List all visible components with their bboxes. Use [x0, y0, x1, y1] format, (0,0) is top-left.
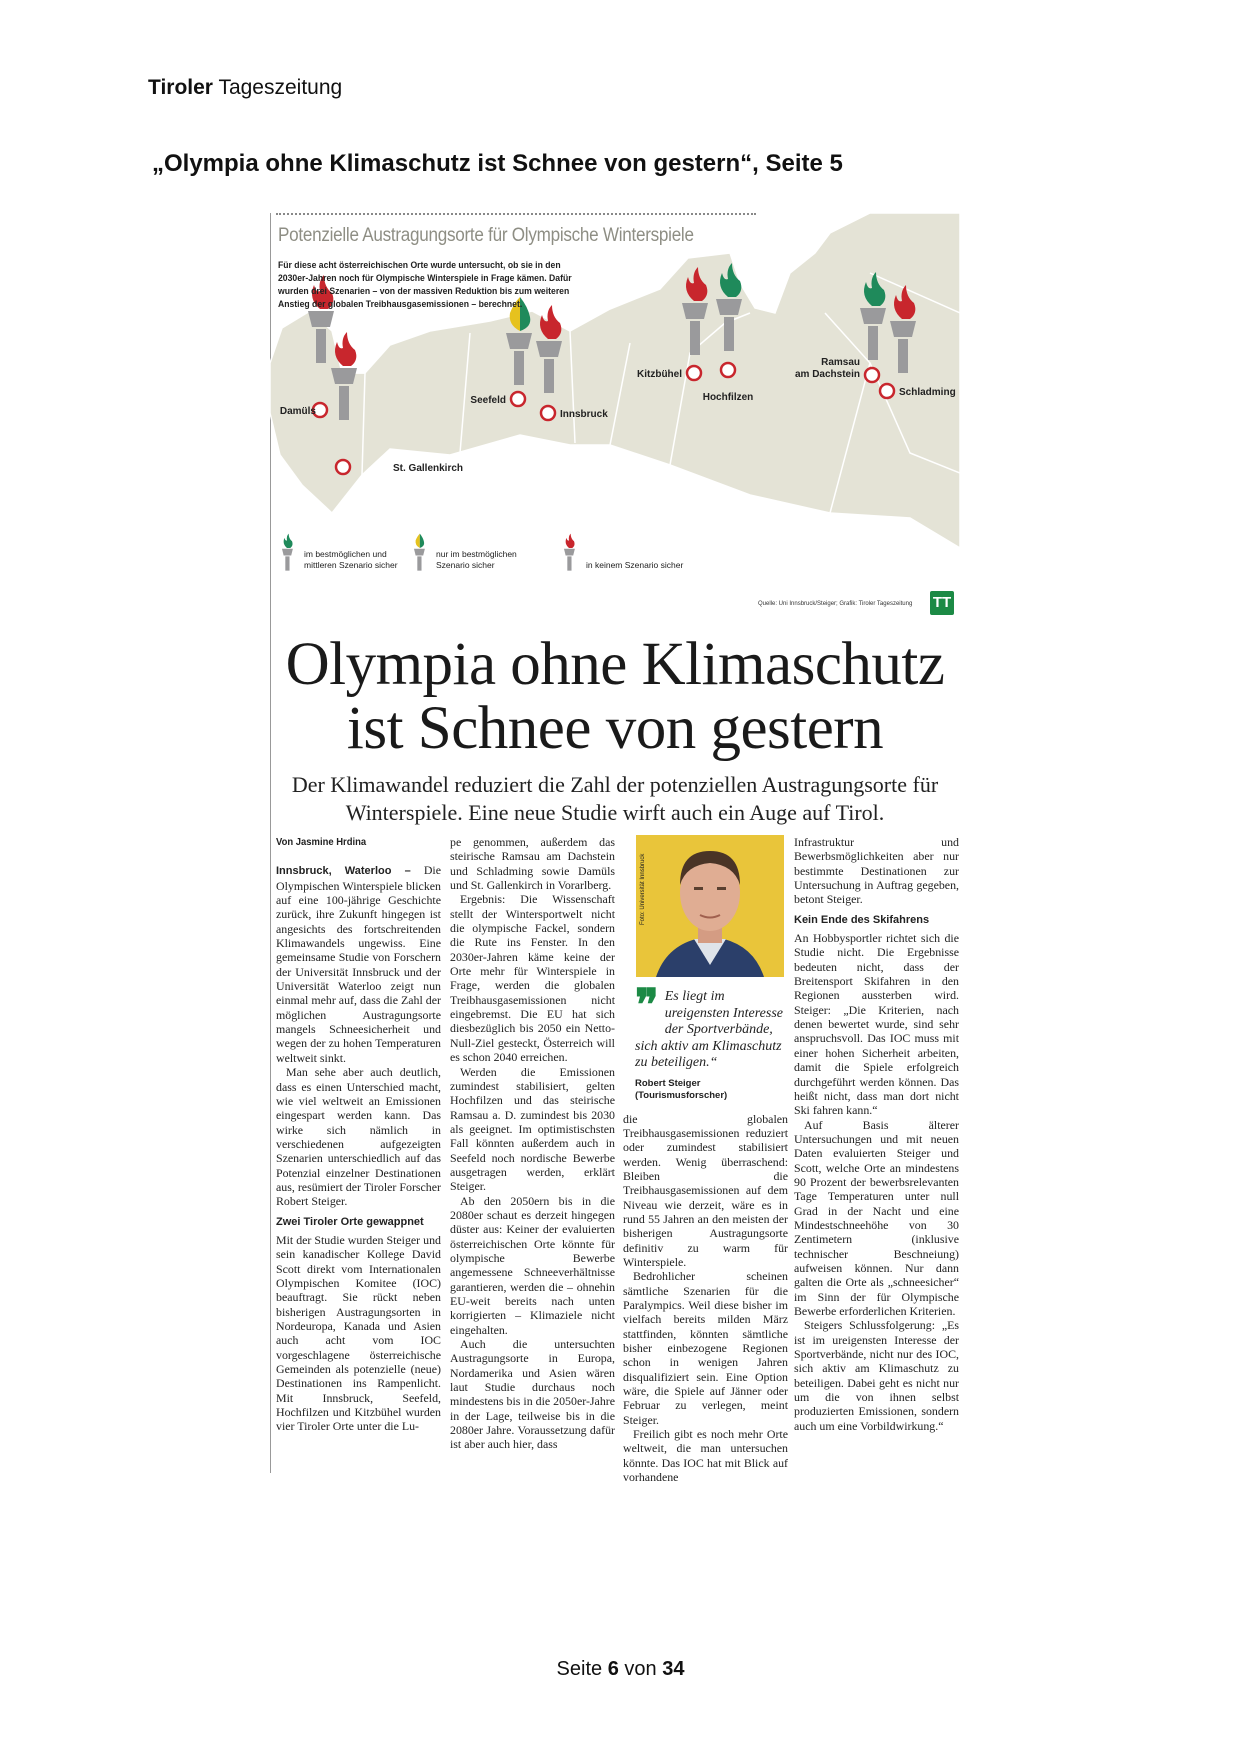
article-paragraph: pe genommen, außerdem das steirische Ramsau am Dachstein und Schladming sowie Damüls und St. Gallenkirch in Vorarlberg.: [450, 835, 615, 893]
location-label: Hochfilzen: [702, 392, 754, 403]
article-paragraph: Man sehe aber auch deutlich, dass es einen Unterschied macht, wie viel weltweit an Emissionen eingespart werden kann. Das wirke sich nämlich in verschiedenen aufgezeigten Szenarien unterschiedlich auf das Potenzial einzelner Destinationen aus, resümiert der Tiroler Forscher Robert Steiger.: [276, 1065, 441, 1209]
article-paragraph: die globalen Treibhausgasemissionen reduziert oder zumindest stabilisiert werden. Wenig überraschend: Bleiben die Treibhausgasemissionen auf dem Niveau wie derzeit, wäre es in rund 55 Jahren an den meisten der bisherigen Austragungsorte definitiv zu warm für Winterspiele.: [623, 1111, 788, 1269]
quote-text: Es liegt im ureigensten Interesse der Sportverbände, sich aktiv am Klimaschutz zu beteiligen.“: [635, 989, 784, 1070]
byline: Von Jasmine Hrdina: [276, 836, 367, 848]
location-marker: [687, 366, 701, 380]
headline: [270, 633, 960, 761]
publication-name-rest: Tageszeitung: [218, 76, 343, 99]
graphic-intro: Für diese acht österreichischen Orte wurde untersucht, ob sie in den 2030er-Jahren noch für Olympische Winterspiele in Frage kämen. Dafür wurden drei Szenarien – von der massiven Reduktion bis zum weiteren Anstieg der globalen Treibhausgasemissionen – berechnet.: [278, 260, 572, 310]
torch-icon: [278, 533, 298, 571]
location-label: Kitzbühel: [637, 369, 682, 380]
publication-name-bold: Tiroler: [148, 76, 213, 99]
legend-item: [410, 533, 536, 571]
footer-total-pages: 34: [662, 1658, 685, 1680]
legend-item: [278, 533, 404, 571]
location-label: Seefeld: [470, 395, 506, 406]
quote-name: Robert Steiger: [635, 1077, 701, 1089]
torch-icon: [564, 534, 575, 571]
article-paragraph: Bedrohlicher scheinen sämtliche Szenarien für die Paralympics. Weil diese bisher im vielfach bereits milden März stattfinden, könnten sämtliche bisher einbezogene Regionen schon in wenigen Jahren disqualifiziert sein. Eine Option wäre, die Spiele auf Jänner oder Februar zu verlegen, meint Steiger.: [623, 1269, 788, 1427]
location-marker: [541, 406, 555, 420]
page-footer: [0, 1658, 1241, 1681]
location-marker: [336, 460, 350, 474]
article-paragraph: Steigers Schlussfolgerung: „Es ist im ureigensten Interesse der Sportverbände, nicht nur des IOC, sich aktiv am Klimaschutz zu beteiligen. Dabei geht es nicht nur um die von ihnen selbst produzierten Emissionen, sondern auch um eine Vorbildwirkung.“: [794, 1318, 959, 1433]
article-paragraph: Infrastruktur und Bewerbsmöglichkeiten aber nur bestimmte Destinationen zur Untersuchung in Auftrag gegeben, betont Steiger.: [794, 835, 959, 907]
legend-label: nur im bestmöglichen Szenario sicher: [436, 549, 517, 570]
location-label: Schladming: [899, 387, 956, 398]
pull-quote: [635, 981, 788, 1072]
legend-label: in keinem Szenario sicher: [586, 560, 684, 570]
article-column-2: [450, 835, 615, 1452]
graphic-source: Quelle: Uni Innsbruck/Steiger; Grafik: Tiroler Tageszeitung: [758, 601, 913, 607]
article-column-4: [794, 835, 959, 1433]
article-column-1: [276, 835, 441, 1434]
quote-role: (Tourismusforscher): [635, 1089, 728, 1101]
article-paragraph: Auf Basis älterer Untersuchungen und mit neuen Daten evaluierten Steiger und Scott, welche Orte an mindestens 90 Prozent der bewerbsrelevanten Tage Temperaturen unter null Grad in der Nacht und eine Mindestschneehöhe von 30 Zentimetern (inklusive technischer Beschneiung) aufweisen können. Nur dann galten die Orte als „schneesicher“ im Sinn der für Olympische Bewerbe erforderlichen Kriterien.: [794, 1117, 959, 1318]
dateline: Innsbruck, Waterloo –: [276, 865, 411, 878]
photo-credit: Foto: Universität Innsbruck: [640, 853, 646, 925]
document-title: „Olympia ohne Klimaschutz ist Schnee von gestern“, Seite 5: [152, 150, 843, 177]
article-paragraph: An Hobbysportler richtet sich die Studie nicht. Die Ergebnisse bedeuten nicht, dass der Breitensport Skifahren in den Regionen aussterben wird. Steiger: „Die Kriterien, nach denen bewertet wurde, sind sehr anspruchsvoll. Das IOC muss mit einer hohen Sicherheit arbeiten, damit die Spiele erfolgreich durchgeführt werden können. Das heißt nicht, dass man dort nicht Ski fahren kann.“: [794, 931, 959, 1118]
footer-page-number: 6: [607, 1658, 619, 1680]
location-label: Ramsau am Dachstein: [794, 357, 860, 380]
torch-icon: [282, 534, 293, 571]
section-heading: Zwei Tiroler Orte gewappnet: [276, 1215, 424, 1228]
footer-prefix: Seite: [556, 1658, 603, 1680]
newspaper-clipping: [270, 213, 960, 1485]
article-paragraph: Freilich gibt es noch mehr Orte weltweit, die man untersuchen könnte. Das IOC hat mit Blick auf vorhandene: [623, 1427, 788, 1485]
location-label: Innsbruck: [560, 409, 608, 420]
subheadline: Der Klimawandel reduziert die Zahl der potenziellen Austragungsorte für Winterspiele. Eine neue Studie wirft auch ein Auge auf Tirol.: [291, 772, 939, 825]
section-heading: Kein Ende des Skifahrens: [794, 913, 930, 926]
footer-of: von: [624, 1658, 657, 1680]
article-paragraph: Ab den 2050ern bis in die 2080er schaut es derzeit hingegen düster aus: Keiner der evaluierten österreichischen Orte könnte für olympische Bewerbe angemessene Schneeverhältnisse garantieren, werden die – ohnehin EU-weit bereits nach unten korrigierten – Klimaziele nicht eingehalten.: [450, 1193, 615, 1337]
graphic-title: Potenzielle Austragungsorte für Olympische Winterspiele: [278, 225, 694, 246]
location-marker: [865, 368, 879, 382]
legend-label: im bestmöglichen und mittleren Szenario sicher: [304, 549, 398, 570]
article-paragraph: Werden die Emissionen zumindest stabilisiert, gelten Hochfilzen und das steirische Ramsau a. D. zumindest bis 2030 als geeignet. Im optimistischsten Fall könnten außerdem auch in Seefeld noch nordische Bewerbe ausgetragen werden, erklärt Steiger.: [450, 1064, 615, 1194]
article-paragraph: Auch die untersuchten Austragungsorte in Europa, Nordamerika und Asien wären laut Studie durchaus noch mindestens bis in die 2050er-Jahre in der Lage, teilweise bis in die 2080er Jahre. Voraussetzung dafür ist aber auch hier, dass: [450, 1337, 615, 1452]
paragraph-text: Die Olympischen Winterspiele blicken auf eine 100-jährige Geschichte zurück, ihre Zukunft hingegen ist angesichts des fortschreitenden Klimawandels ungewiss. Eine gemeinsame Studie von Forschern der Universität Innsbruck und der Universität Waterloo zeigt nun einmal mehr auf, dass die Zahl der möglichen Austragungsorte mangels Schneesicherheit und wegen der zu hohen Temperaturen weltweit sinkt.: [276, 863, 441, 1065]
torch-icon: [560, 533, 580, 571]
map-graphic: [270, 213, 960, 613]
headline-line-1: Olympia ohne Klimaschutz: [285, 631, 945, 698]
publication-name: [148, 76, 342, 100]
location-marker: [511, 392, 525, 406]
article-paragraph: Ergebnis: Die Wissenschaft stellt der Wintersportwelt nicht die olympische Fackel, sondern die Rute ins Fenster. In den 2030er-Jahren käme keine der Orte mehr für Winterspiele in Frage, werden die globalen Treibhausgasemissionen nicht eingebremst. Die EU hat sich diesbezüglich bis 2050 ein Netto-Null-Ziel gesteckt, Österreich will es schon 2040 erreichen.: [450, 892, 615, 1065]
person-portrait-image: [636, 835, 784, 977]
location-label: Damüls: [279, 406, 316, 417]
article-column-3: [623, 835, 788, 1484]
location-marker: [721, 363, 735, 377]
quote-attribution: [635, 1078, 788, 1102]
article-paragraph: [276, 863, 441, 1065]
tt-logo: TT: [930, 591, 954, 615]
headline-line-2: ist Schnee von gestern: [346, 695, 884, 762]
quote-mark-icon: ❞: [635, 981, 659, 1030]
torch-icon: [410, 533, 430, 571]
torch-icon: [414, 534, 425, 571]
location-marker: [880, 384, 894, 398]
location-label: St. Gallenkirch: [393, 463, 464, 474]
portrait-photo: [636, 835, 784, 977]
legend-item: [560, 533, 683, 571]
article-paragraph: Mit der Studie wurden Steiger und sein kanadischer Kollege David Scott direkt vom Internationalen Olympischen Komitee (IOC) beauftragt. Sie rückt neben bisherigen Austragungsorten in Nordeuropa, Kanada und Asien auch acht vom IOC vorgeschlagene österreichische Gemeinden als potenzielle (neue) Destinationen ins Rampenlicht. Mit Innsbruck, Seefeld, Hochfilzen und Kitzbühel wurden vier Tiroler Orte unter die Lu-: [276, 1232, 441, 1434]
